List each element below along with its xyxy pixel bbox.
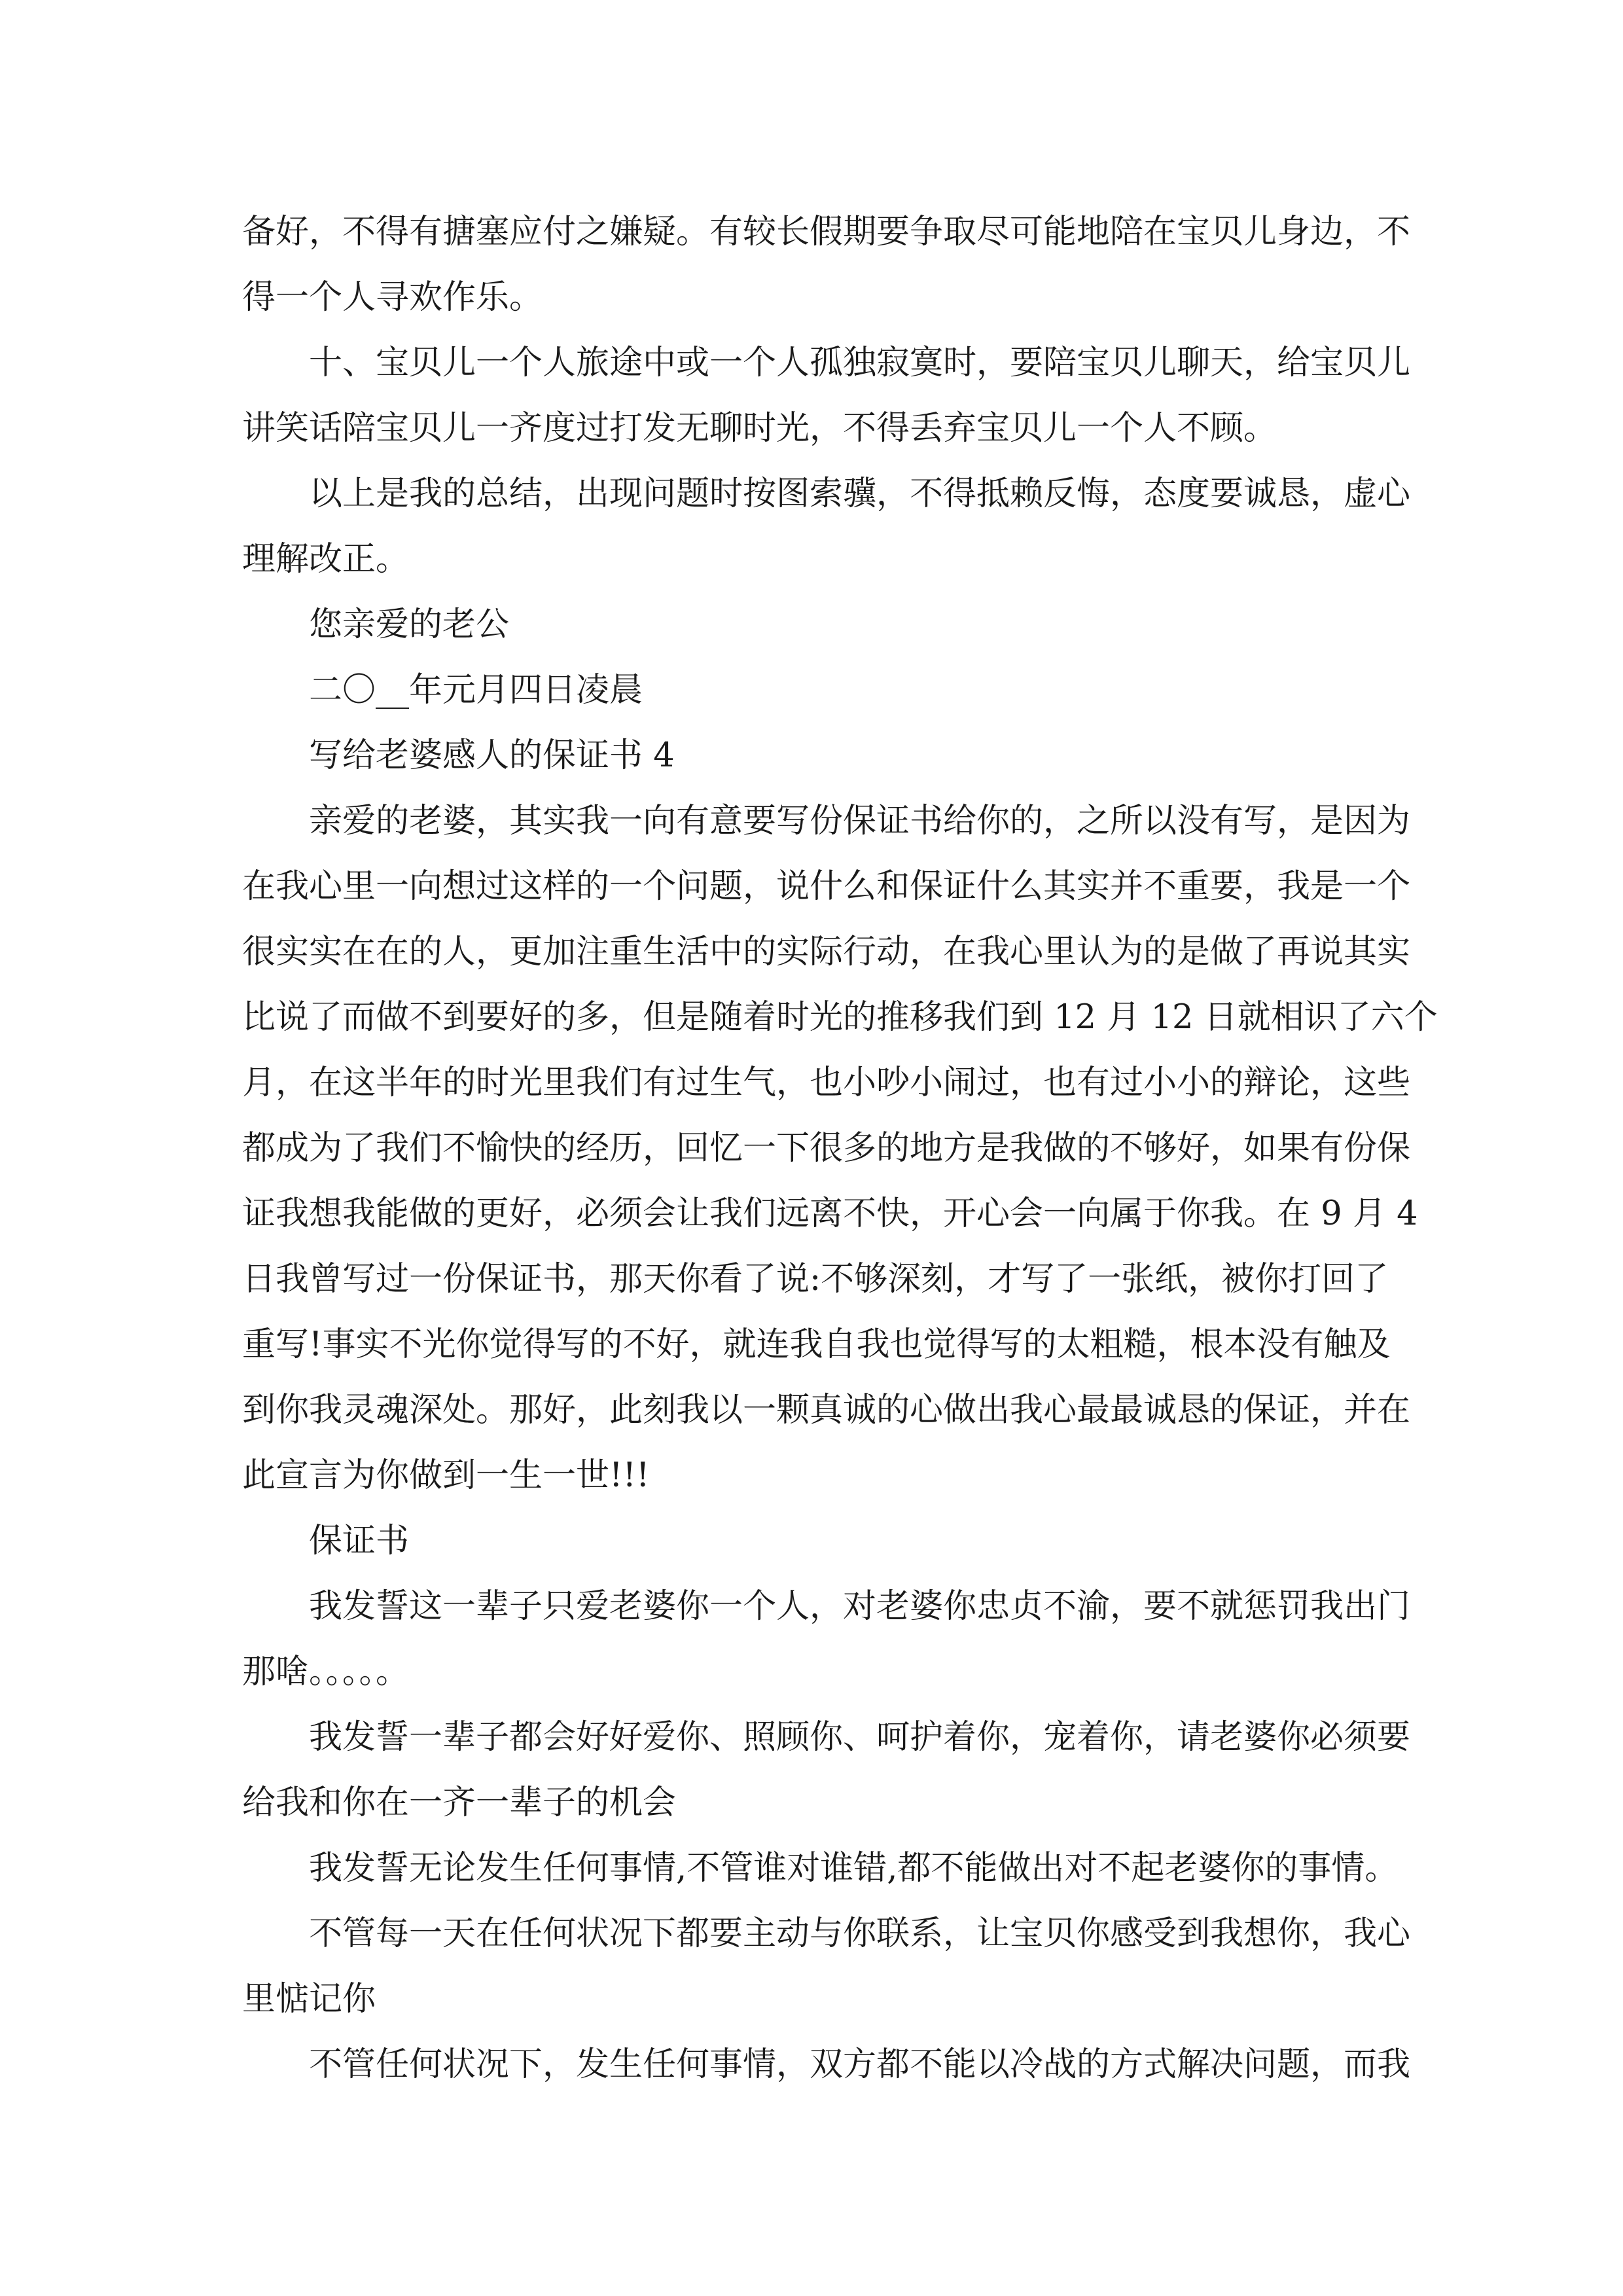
paragraph	[242, 1705, 1411, 1836]
text-line: 我发誓这一辈子只爱老婆你一个人，对老婆你忠贞不渝，要不就惩罚我出门	[309, 1587, 1411, 1626]
text-line: 到你我灵魂深处。那好，此刻我以一颗真诚的心做出我心最最诚恳的保证，并在	[242, 1391, 1411, 1429]
paragraph	[242, 1574, 1411, 1705]
paragraph	[242, 461, 1411, 592]
paragraph	[242, 658, 1381, 723]
text-line: 十、宝贝儿一个人旅途中或一个人孤独寂寞时，要陪宝贝儿聊天，给宝贝儿	[309, 344, 1411, 382]
paragraph	[242, 1901, 1411, 2032]
text-line: 得一个人寻欢作乐。	[242, 278, 543, 317]
text-line: 此宣言为你做到一生一世!!!	[242, 1456, 650, 1495]
text-line: 都成为了我们不愉快的经历，回忆一下很多的地方是我做的不够好，如果有份保	[242, 1129, 1411, 1168]
text-line: 写给老婆感人的保证书 4	[309, 736, 675, 775]
paragraph	[242, 2032, 1411, 2098]
text-line: 证我想我能做的更好，必须会让我们远离不快，开心会一向属于你我。在 9 月 4	[242, 1194, 1418, 1233]
text-line: 不管任何状况下，发生任何事情，双方都不能以冷战的方式解决问题，而我	[309, 2045, 1411, 2084]
text-line: 二〇__年元月四日凌晨	[309, 671, 643, 709]
paragraph	[242, 789, 1438, 1509]
text-line: 亲爱的老婆，其实我一向有意要写份保证书给你的，之所以没有写，是因为	[309, 802, 1411, 840]
paragraph	[242, 200, 1411, 331]
text-line: 那啥。。。。。	[242, 1653, 410, 1691]
text-line: 保证书	[309, 1522, 410, 1560]
text-line: 比说了而做不到要好的多，但是随着时光的推移我们到 12 月 12 日就相识了六个	[242, 998, 1438, 1037]
text-line: 以上是我的总结，出现问题时按图索骥，不得抵赖反悔，态度要诚恳，虚心	[309, 475, 1411, 513]
document-body	[242, 200, 1438, 2098]
paragraph	[242, 331, 1411, 461]
text-line: 不管每一天在任何状况下都要主动与你联系，让宝贝你感受到我想你，我心	[309, 1914, 1411, 1953]
text-line: 重写!事实不光你觉得写的不好，就连我自我也觉得写的太粗糙，根本没有触及	[242, 1325, 1391, 1364]
text-line: 备好，不得有搪塞应付之嫌疑。有较长假期要争取尽可能地陪在宝贝儿身边，不	[242, 213, 1411, 251]
text-line: 日我曾写过一份保证书，那天你看了说:不够深刻，才写了一张纸，被你打回了	[242, 1260, 1389, 1299]
text-line: 您亲爱的老公	[309, 605, 510, 644]
text-line: 很实实在在的人，更加注重生活中的实际行动，在我心里认为的是做了再说其实	[242, 933, 1411, 971]
text-line: 我发誓无论发生任何事情,不管谁对谁错,都不能做出对不起老婆你的事情。	[309, 1849, 1399, 1888]
paragraph	[242, 723, 1381, 789]
paragraph	[242, 1836, 1399, 1901]
text-line: 给我和你在一齐一辈子的机会	[242, 1784, 677, 1822]
text-line: 我发誓一辈子都会好好爱你、照顾你、呵护着你，宠着你，请老婆你必须要	[309, 1718, 1411, 1757]
text-line: 在我心里一向想过这样的一个问题，说什么和保证什么其实并不重要，我是一个	[242, 867, 1411, 906]
paragraph	[242, 592, 1381, 658]
text-line: 月，在这半年的时光里我们有过生气，也小吵小闹过，也有过小小的辩论，这些	[242, 1064, 1411, 1102]
text-line: 里惦记你	[242, 1980, 376, 2018]
paragraph	[242, 1509, 1381, 1574]
text-line: 理解改正。	[242, 540, 410, 579]
text-line: 讲笑话陪宝贝儿一齐度过打发无聊时光，不得丢弃宝贝儿一个人不顾。	[242, 409, 1277, 448]
